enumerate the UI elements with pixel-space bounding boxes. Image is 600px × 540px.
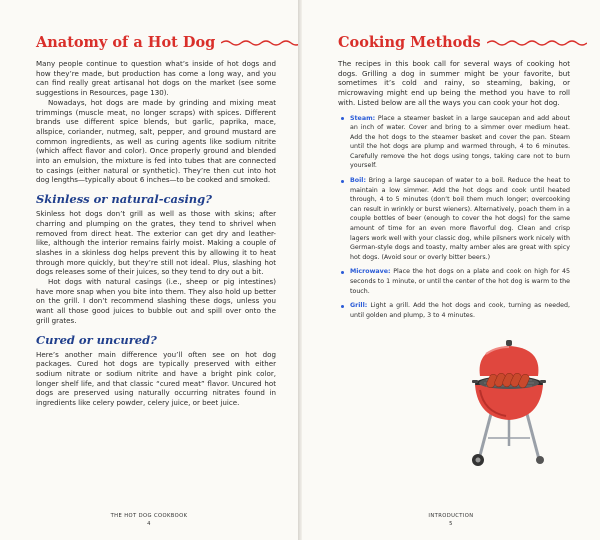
list-item xyxy=(350,114,570,172)
paragraph: Hot dogs with natural casings (i.e., sheep or pig intestines) have more snap when you bite into them. They also hold up better on the grill. I don’t recommend slashing these dogs, unless you want all those good juices to bubble out and spill over onto the grill grates. xyxy=(36,277,276,325)
page-title xyxy=(338,34,570,51)
page-footer xyxy=(0,512,298,528)
squiggle-icon xyxy=(221,39,301,47)
list-item xyxy=(350,301,570,320)
page-number: 4 xyxy=(147,521,151,527)
page-title-text: Cooking Methods xyxy=(338,34,481,51)
method-term: Grill: xyxy=(350,302,368,310)
paragraph: Skinless hot dogs don’t grill as well as those with skins; after charring and plumping on the grates, they tend to shrivel when removed from direct heat. The exterior can get dry and leather-like, although the interior remains fairly moist. Making a couple of slashes in a skinless dog helps prevent this by allowing it to heat through more quickly, but they’re still not ideal. Plus, slashing hot dogs releases some of their juices, so they tend to dry out a bit. xyxy=(36,209,276,277)
running-footer: THE HOT DOG COOKBOOK xyxy=(110,513,188,519)
list-item xyxy=(350,267,570,296)
list-item xyxy=(350,176,570,262)
paragraph: Many people continue to question what’s inside of hot dogs and how they’re made, but production has come a long way, and you can find really great artisanal hot dogs on the market (see some suggestions in Resources, page 130). xyxy=(36,59,276,98)
page-number: 5 xyxy=(449,521,453,527)
method-term: Steam: xyxy=(350,114,376,122)
section-heading: Cured or uncured? xyxy=(36,332,157,347)
page-footer xyxy=(302,512,600,528)
page-title-text: Anatomy of a Hot Dog xyxy=(36,34,216,51)
paragraph: Here’s another main difference you’ll often see on hot dog packages. Cured hot dogs are typically preserved with either sodium nitrate or sodium nitrite and have a bright pink color, longer shelf life, and that classic “cured meat” flavor. Uncured hot dogs are preserved using naturally occurring nitrates found in ingredients like celery powder, celery juice, or beet juice. xyxy=(36,349,276,408)
squiggle-icon xyxy=(487,39,587,47)
method-term: Microwave: xyxy=(350,268,391,276)
method-text: Bring a large saucepan of water to a boil. Reduce the heat to maintain a low simmer. Add the hot dogs and cook until heated through, 4 to 5 minutes (don’t boil them much longer; overcooking can result in wrinkly or burst wieners). Alternatively, poach them in a couple bottles of beer (enough to cover the hot dogs) for the same amount of time for an even more flavorful dog. Clean and crisp lagers work well with your classic dog, while pilsners work nicely with German-style dogs and toasty, malty amber ales are great with spicy hot dogs. (Avoid sour or overly bitter beers.) xyxy=(350,177,570,261)
kettle-grill-icon xyxy=(466,338,552,468)
method-term: Boil: xyxy=(350,177,366,185)
right-page xyxy=(302,0,600,540)
methods-list xyxy=(338,114,570,321)
section-heading: Skinless or natural-casing? xyxy=(36,192,212,207)
left-page xyxy=(0,0,298,540)
page-title xyxy=(36,34,276,51)
method-text: Place a steamer basket in a large saucepan and add about an inch of water. Cover and bring to a simmer over medium heat. Add the hot dogs to the steamer basket and cover the pan. Steam until the hot dogs are plump and warmed through, 4 to 6 minutes. Carefully remove the hot dogs using tongs, taking care not to burn yourself. xyxy=(350,114,570,170)
running-footer: INTRODUCTION xyxy=(428,513,474,519)
method-text: Light a grill. Add the hot dogs and cook, turning as needed, until golden and plump, 3 to 4 minutes. xyxy=(350,302,570,319)
method-text: Place the hot dogs on a plate and cook on high for 45 seconds to 1 minute, or until the center of the hot dog is warm to the touch. xyxy=(350,268,570,295)
intro-paragraph: The recipes in this book call for several ways of cooking hot dogs. Grilling a dog in summer might be your favorite, but sometimes it’s cold and rainy, so steaming, baking, or microwaving might end up being the method you have to roll with. Listed below are all the ways you can cook your hot dog. xyxy=(338,59,570,107)
paragraph: Nowadays, hot dogs are made by grinding and mixing meat trimmings (muscle meat, no longer scraps) with spices. Different brands use different spice blends, but garlic, paprika, mace, allspice, coriander, nutmeg, salt, pepper, and ground mustard are common ingredients, as well as curing agents like sodium nitrite (which affect flavor and color). Once properly ground and blended into an emulsion, the mixture is fed into tubes that are connected to casings (either natural or synthetic). They’re then cut into hot dog lengths—typically about 6 inches—to be cooked and smoked. xyxy=(36,97,276,185)
